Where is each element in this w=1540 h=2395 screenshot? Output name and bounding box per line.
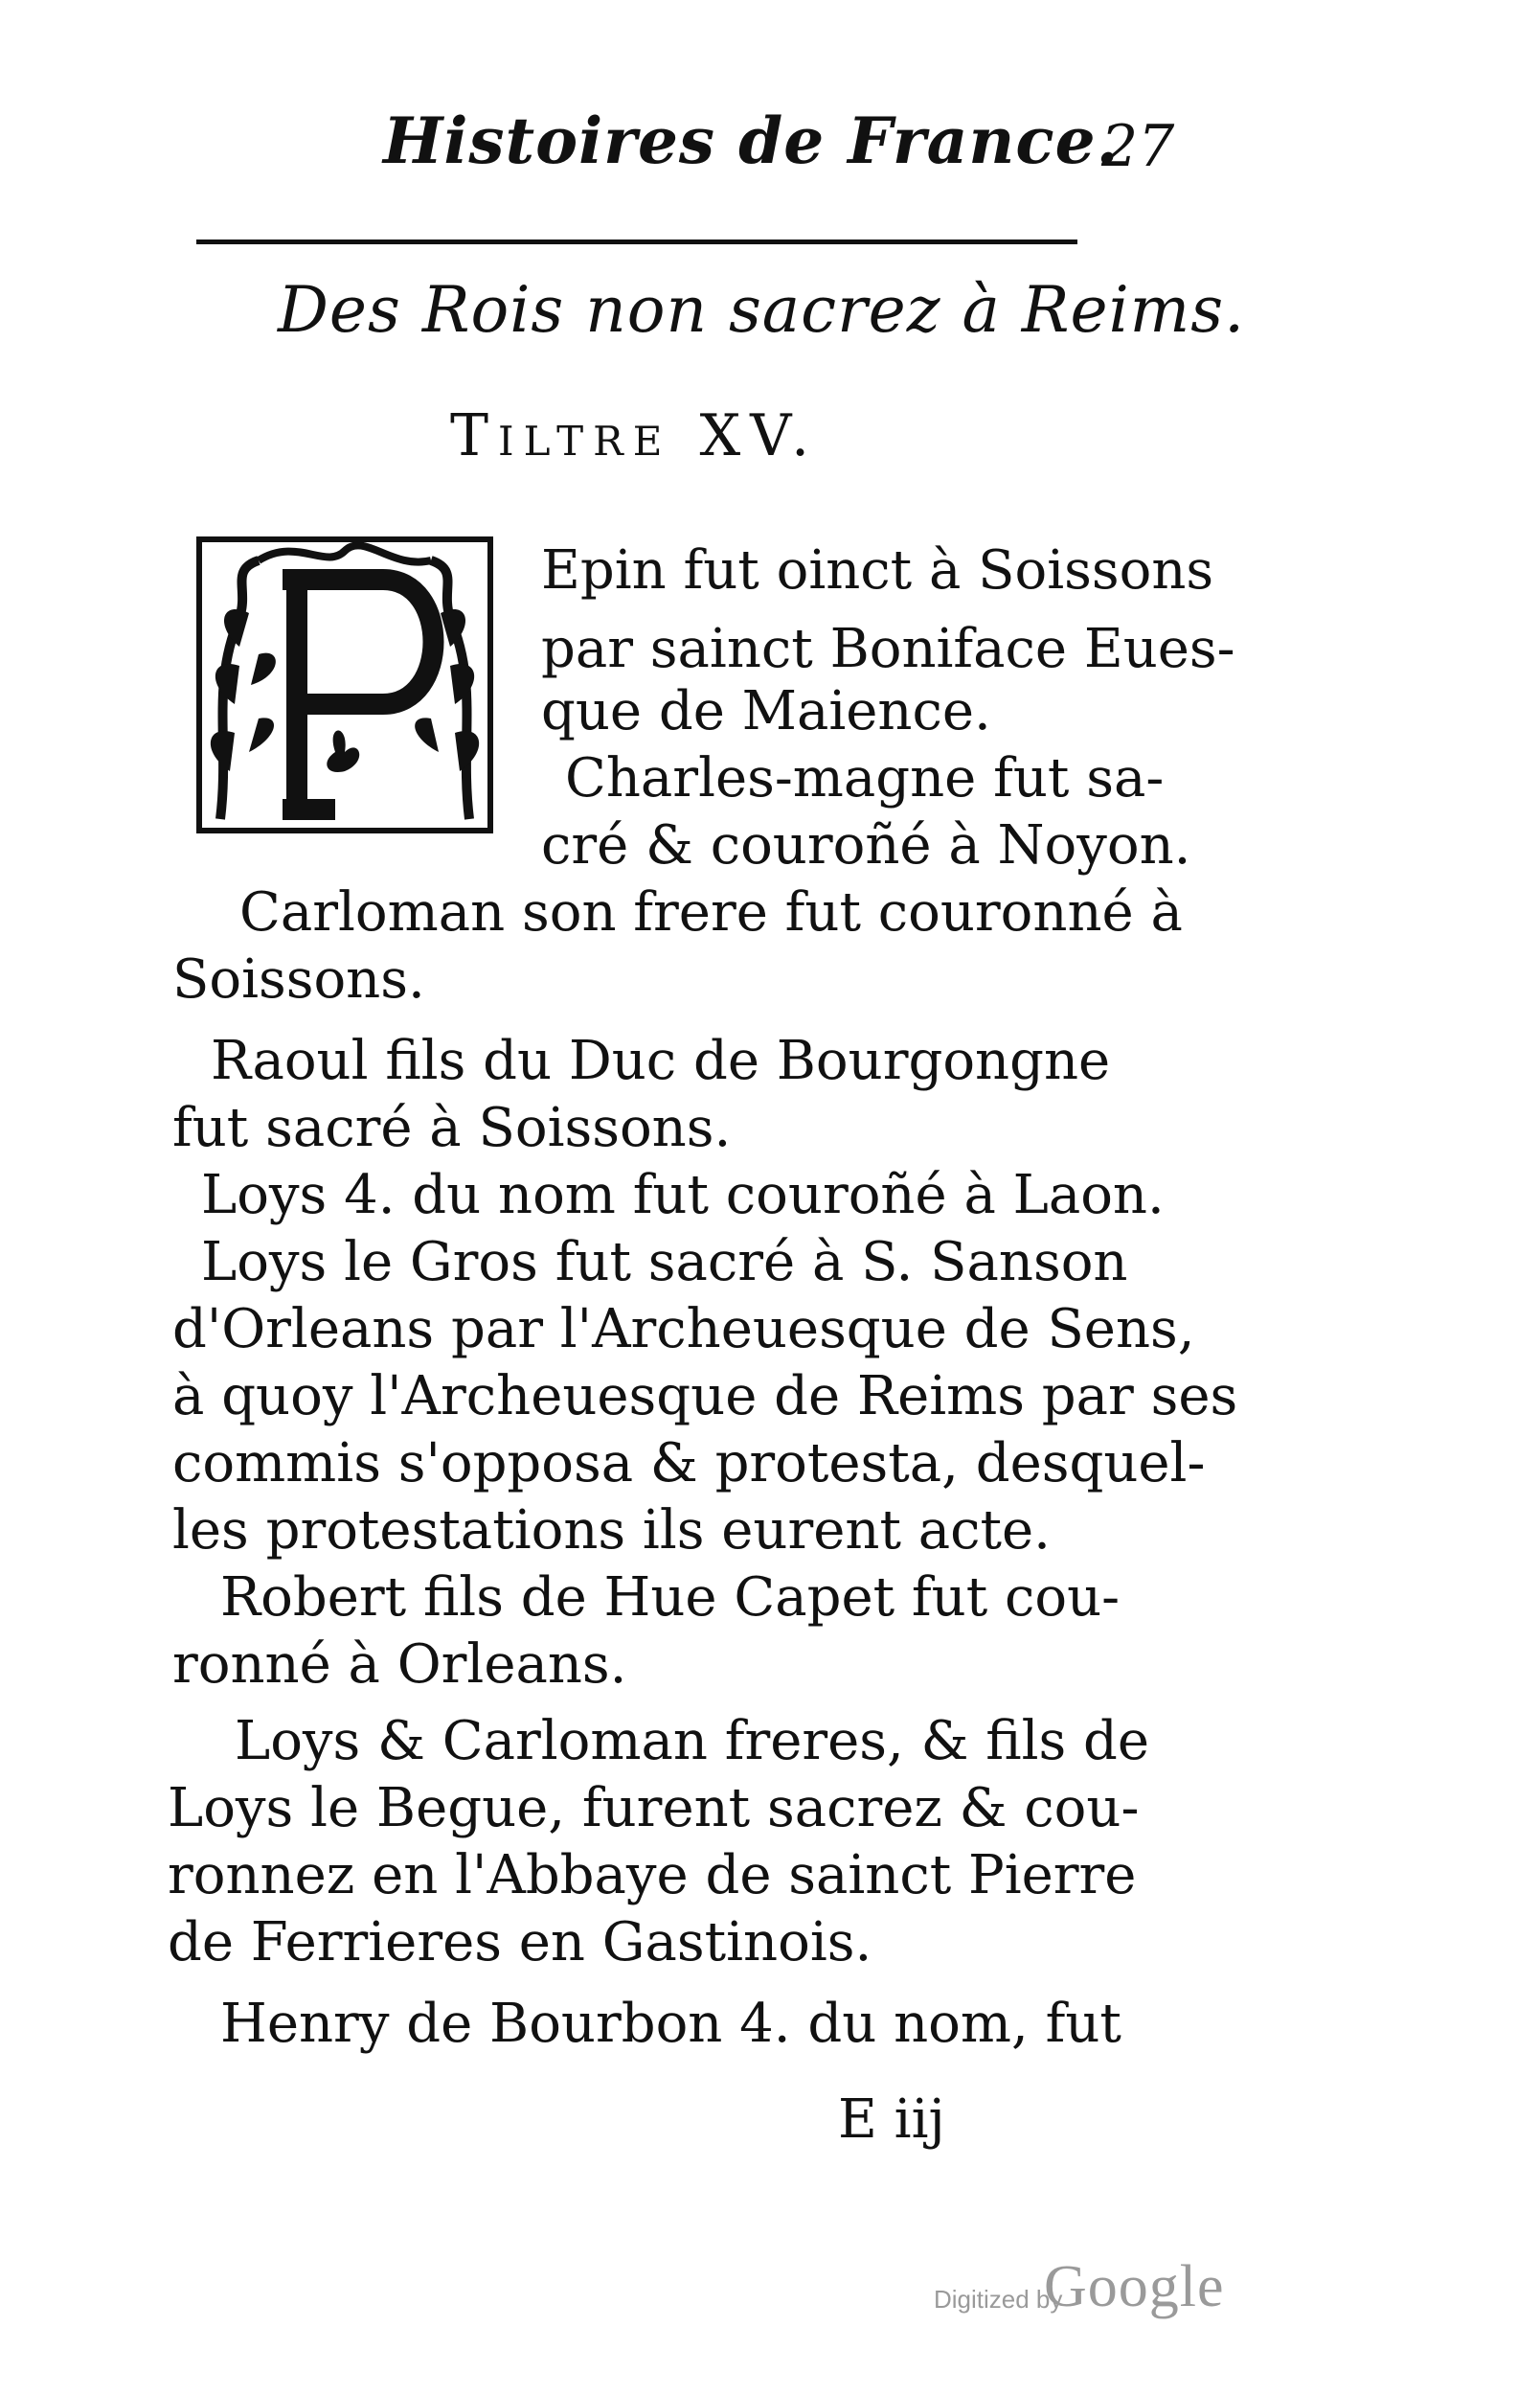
decorated-initial (192, 532, 498, 838)
text-line: Loys & Carloman freres, & fils de (235, 1710, 1150, 1772)
text-line: fut sacré à Soissons. (172, 1097, 732, 1159)
text-line: Charles-magne fut sa- (565, 747, 1165, 810)
signature-mark: E iij (838, 2088, 945, 2151)
text-line: Loys le Begue, furent sacrez & cou- (168, 1777, 1140, 1839)
digitized-by-label: Digitized by (934, 2285, 1063, 2314)
header-rule (196, 240, 1077, 244)
google-watermark: Google (1044, 2254, 1225, 2319)
text-line: les protestations ils eurent acte. (172, 1499, 1051, 1562)
title-number: Tiltre XV. (450, 402, 820, 469)
text-line: Loys le Gros fut sacré à S. Sanson (201, 1231, 1128, 1293)
ornamental-initial-icon (192, 532, 498, 838)
text-line: d'Orleans par l'Archeuesque de Sens, (172, 1298, 1195, 1360)
text-line: ronné à Orleans. (172, 1633, 627, 1696)
text-line: commis s'opposa & protesta, desquel- (172, 1432, 1206, 1494)
running-title: Histoires de France. (383, 103, 1120, 178)
text-line: Loys 4. du nom fut couroñé à Laon. (201, 1164, 1165, 1226)
text-line: Raoul fils du Duc de Bourgongne (211, 1030, 1111, 1092)
text-line: Henry de Bourbon 4. du nom, fut (220, 1993, 1121, 2055)
text-line: de Ferrieres en Gastinois. (168, 1911, 872, 1973)
text-line: cré & couroñé à Noyon. (541, 814, 1191, 877)
section-heading: Des Rois non sacrez à Reims. (278, 273, 1246, 347)
text-line: Carloman son frere fut couronné à (239, 881, 1183, 944)
text-line: à quoy l'Archeuesque de Reims par ses (172, 1365, 1238, 1427)
text-line: que de Maience. (541, 680, 991, 742)
text-line: Robert fils de Hue Capet fut cou- (220, 1566, 1121, 1629)
text-line: par sainct Boniface Eues- (541, 618, 1235, 680)
text-line: Epin fut oinct à Soissons (541, 539, 1214, 602)
page-number: 27 (1101, 113, 1175, 180)
text-line: Soissons. (172, 948, 425, 1011)
text-line: ronnez en l'Abbaye de sainct Pierre (168, 1844, 1137, 1906)
